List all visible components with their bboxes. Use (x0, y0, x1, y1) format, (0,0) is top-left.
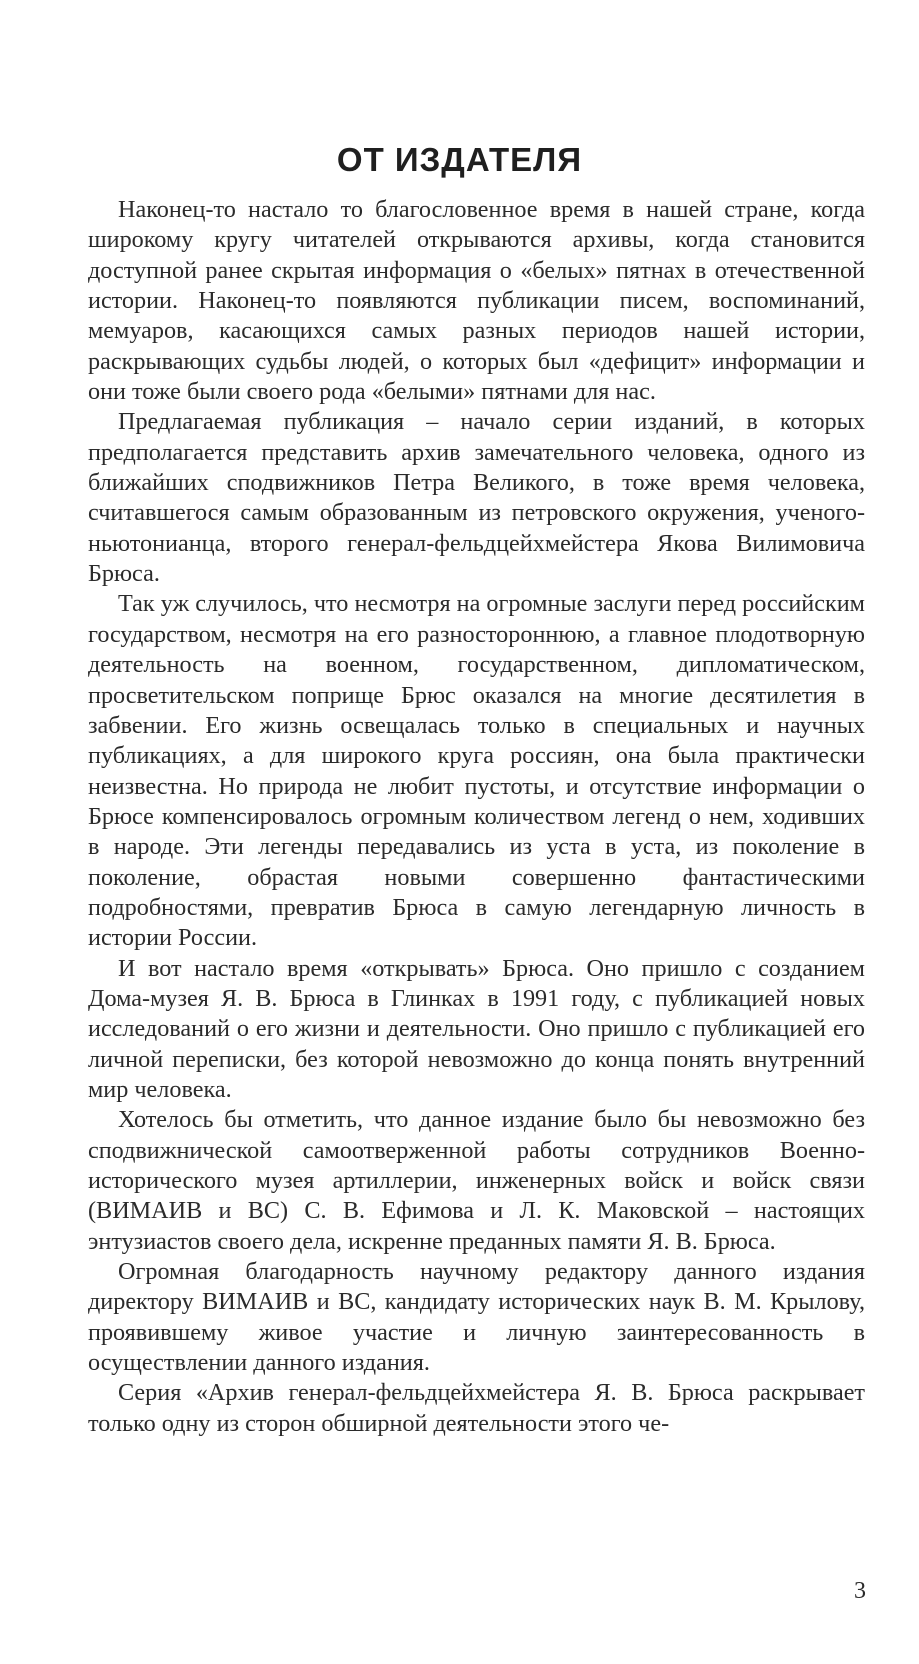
page-title: ОТ ИЗДАТЕЛЯ (336, 141, 583, 178)
paragraph-6: Огромная благодарность научному редактору данного издания директору ВИМАИВ и ВС, кандидату исторических наук В. М. Крылову, проявившему живое участие и личную заинтересованность в осуществлении данного издания. (88, 1258, 865, 1377)
page-number: 3 (854, 1578, 866, 1604)
paragraph-5: Хотелось бы отметить, что данное издание было бы невозможно без сподвижнической самоотверженной работы сотрудников Военно-исторического музея артиллерии, инженерных войск и войск связи (ВИМАИВ и ВС) С. В. Ефимова и Л. К. Маковской – настоящих энтузиастов своего дела, искренне преданных памяти Я. В. Брюса. (88, 1106, 865, 1255)
paragraph-7: Серия «Архив генерал-фельдцейхмейстера Я. В. Брюса раскрывает только одну из сторон обширной деятельности этого че- (88, 1379, 865, 1437)
paragraph-2: Предлагаемая публикация – начало серии изданий, в которых предполагается представить архив замечательного человека, одного из ближайших сподвижников Петра Великого, в тоже время человека, считавшегося самым образованным из петровского окружения, ученого-ньютонианца, второго генерал-фельдцейхмейстера Якова Вилимовича Брюса. (88, 408, 865, 588)
paragraph-3: Так уж случилось, что несмотря на огромные заслуги перед российским государством, несмотря на его разностороннюю, а главное плодотворную деятельность на военном, государственном, дипломатическом, просветительском поприще Брюс оказался на многие десятилетия в забвении. Его жизнь освещалась только в специальных и научных публикациях, а для широкого круга россиян, она была практически неизвестна. Но природа не любит пустоты, и отсутствие информации о Брюсе компенсировалось огромным количеством легенд о нем, ходивших в народе. Эти легенды передавались из уста в уста, из поколение в поколение, обрастая новыми совершенно фантастическими подробностями, превратив Брюса в самую легендарную личность в истории России. (88, 590, 865, 952)
paragraph-4: И вот настало время «открывать» Брюса. Оно пришло с созданием Дома-музея Я. В. Брюса в Глинках в 1991 году, с публикацией новых исследований о его жизни и деятельности. Оно пришло с публикацией его личной переписки, без которой невозможно до конца понять внутренний мир человека. (88, 954, 865, 1103)
body-text (88, 195, 865, 1439)
paragraph-1: Наконец-то настало то благословенное время в нашей стране, когда широкому кругу читателей открываются архивы, когда становится доступной ранее скрытая информация о «белых» пятнах в отечественной истории. Наконец-то появляются публикации писем, воспоминаний, мемуаров, касающихся самых разных периодов нашей истории, раскрывающих судьбы людей, о которых был «дефицит» информации и они тоже были своего рода «белыми» пятнами для нас. (88, 196, 865, 406)
